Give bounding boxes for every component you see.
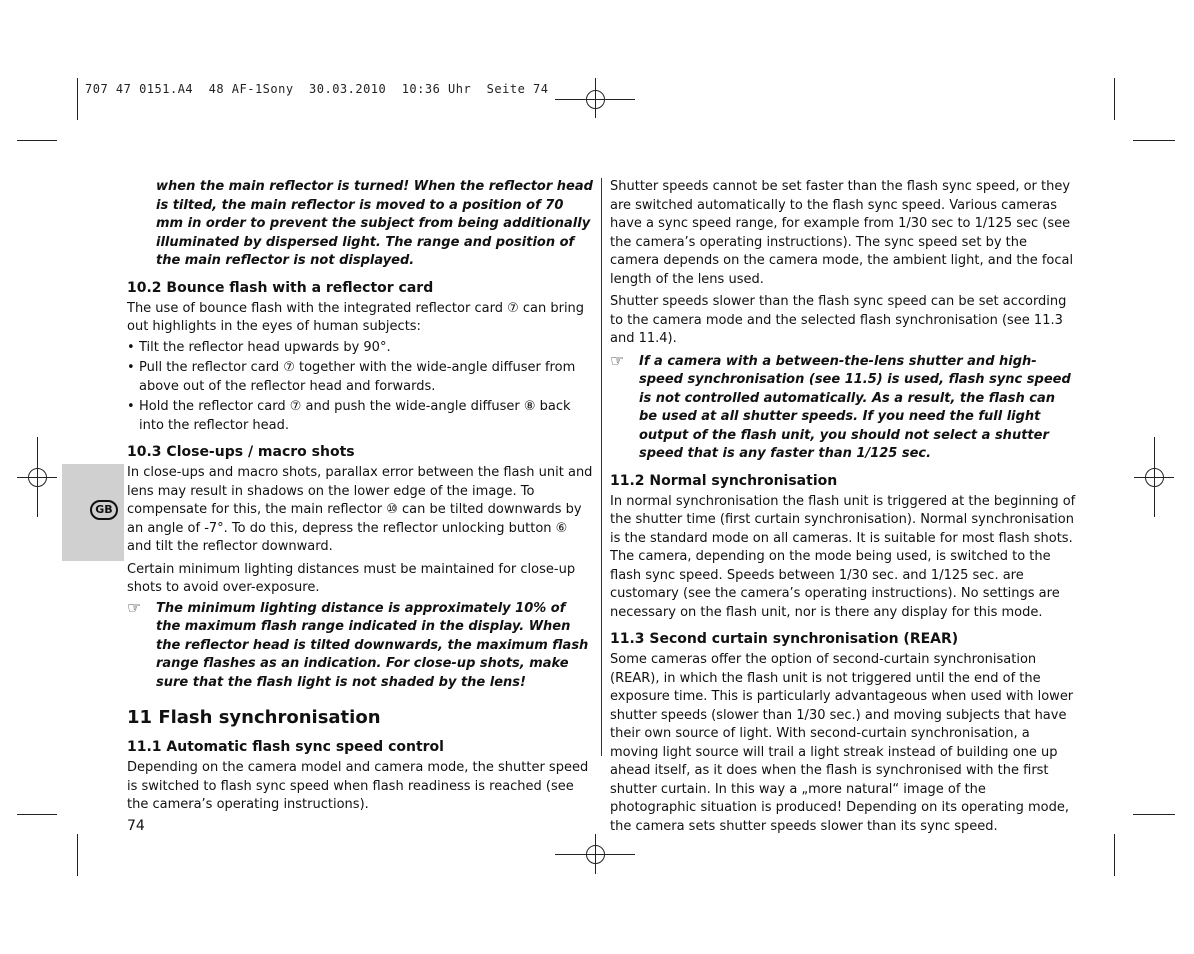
paragraph: In normal synchronisation the flash unit is triggered at the beginning of the shutter time (first curtain synchronisation). Normal synchronisation is the standard mode on all cameras. It is suitable for most flash shots. The camera, depending on the mode being used, is switched to the flash sync speed. Speeds between 1/30 sec. and 1/125 sec. are customary (see the camera’s operating instructions). No settings are necessary on the flash unit, nor is there any display for this mode. xyxy=(610,493,1076,620)
note-block xyxy=(127,597,593,693)
crosshair-icon xyxy=(1143,466,1167,490)
section-heading: 11.2 Normal synchronisation xyxy=(610,472,838,489)
pointing-hand-icon: ☞ xyxy=(127,597,142,617)
note-text: If a camera with a between-the-lens shutter and high-speed synchronisation (see 11.5) is used, flash sync speed is not controlled automatically. As a result, the flash can be used at all shutter speeds. If you need the full light output of the flash unit, you should not select a shutter speed that is any faster than 1/125 sec. xyxy=(639,353,1071,461)
list-item-text: Hold the reflector card ⑦ and push the wide-angle diffuser ⑧ back into the reflector head. xyxy=(139,399,571,433)
column-divider xyxy=(601,178,602,756)
crosshair-icon xyxy=(26,466,50,490)
crosshair-icon xyxy=(584,843,608,867)
crop-mark xyxy=(17,814,57,815)
section-heading: 11.1 Automatic flash sync speed control xyxy=(127,739,444,755)
note-block xyxy=(610,350,1076,464)
bullet-glyph: • xyxy=(127,360,135,375)
crop-mark xyxy=(77,834,78,876)
paragraph: Certain minimum lighting distances must be maintained for close-up shots to avoid over-exposure. xyxy=(127,561,576,595)
intro-warning: when the main reflector is turned! When the reflector head is tilted, the main reflector is moved to a position of 70 mm in order to prevent the subject from being additionally illuminated by dispersed light. The range and position of the main reflector is not displayed. xyxy=(156,179,593,268)
print-slug: 707 47 0151.A4 48 AF-1Sony 30.03.2010 10:36 Uhr Seite 74 xyxy=(85,82,549,96)
chapter-heading: 11 Flash synchronisation xyxy=(127,707,381,728)
right-column xyxy=(610,178,1076,836)
paragraph: The use of bounce flash with the integrated reflector card ⑦ can bring out highlights in the eyes of human subjects: xyxy=(127,300,585,334)
section-heading: 11.3 Second curtain synchronisation (REAR) xyxy=(610,631,959,647)
crosshair-icon xyxy=(584,88,608,112)
paragraph: Some cameras offer the option of second-curtain synchronisation (REAR), in which the flash unit is not triggered until the end of the exposure time. This is particularly advantageous when used with lower shutter speeds (slower than 1/30 sec.) and moving subjects that have their own source of light. With second-curtain synchronisation, a moving light source will trail a light streak instead of building one up ahead itself, as it does when the flash is synchronised with the first shutter curtain. In this way a „more natural“ image of the photographic situation is produced! Depending on its operating mode, the camera sets shutter speeds slower than its sync speed. xyxy=(610,652,1074,834)
paragraph: In close-ups and macro shots, parallax error between the flash unit and lens may result in shadows on the lower edge of the image. To compensate for this, the main reflector ⑩ can be tilted downwards by an angle of -7°. To do this, depress the reflector unlocking button ⑥ and tilt the reflector downward. xyxy=(127,465,593,554)
pointing-hand-icon: ☞ xyxy=(610,350,625,370)
list-item xyxy=(127,359,593,396)
list-item-text: Pull the reflector card ⑦ together with the wide-angle diffuser from above out of the reflector head and forwards. xyxy=(139,360,576,394)
crop-mark xyxy=(1114,834,1115,876)
list-item xyxy=(127,398,593,435)
section-heading: 10.2 Bounce flash with a reflector card xyxy=(127,279,434,296)
crop-mark xyxy=(1133,140,1175,141)
page-number: 74 xyxy=(127,817,145,834)
paragraph: Depending on the camera model and camera mode, the shutter speed is switched to flash sync speed when flash readiness is reached (see the camera’s operating instructions). xyxy=(127,760,589,812)
crop-mark xyxy=(1133,814,1175,815)
note-text: The minimum lighting distance is approximately 10% of the maximum flash range indicated in the display. When the reflector head is tilted downwards, the maximum flash range flashes as an indication. For close-up shots, make sure that the flash light is not shaded by the lens! xyxy=(156,600,589,690)
bullet-glyph: • xyxy=(127,339,135,355)
list-item-text: Tilt the reflector head upwards by 90°. xyxy=(139,339,391,355)
left-column xyxy=(127,178,593,835)
list-item xyxy=(127,339,593,358)
crop-mark xyxy=(1114,78,1115,120)
paragraph: Shutter speeds slower than the flash sync speed can be set according to the camera mode and the selected flash synchronisation (see 11.3 and 11.4). xyxy=(610,294,1067,346)
language-badge: GB xyxy=(90,500,118,520)
crop-mark xyxy=(77,78,78,120)
crop-mark xyxy=(17,140,57,141)
section-heading: 10.3 Close-ups / macro shots xyxy=(127,444,355,460)
language-tab xyxy=(62,464,124,561)
paragraph: Shutter speeds cannot be set faster than the flash sync speed, or they are switched automatically to the flash sync speed. Various cameras have a sync speed range, for example from 1/30 sec to 1/125 sec (see the camera’s operating instructions). The sync speed set by the camera depends on the camera mode, the ambient light, and the focal length of the lens used. xyxy=(610,179,1074,287)
bullet-glyph: • xyxy=(127,399,135,414)
